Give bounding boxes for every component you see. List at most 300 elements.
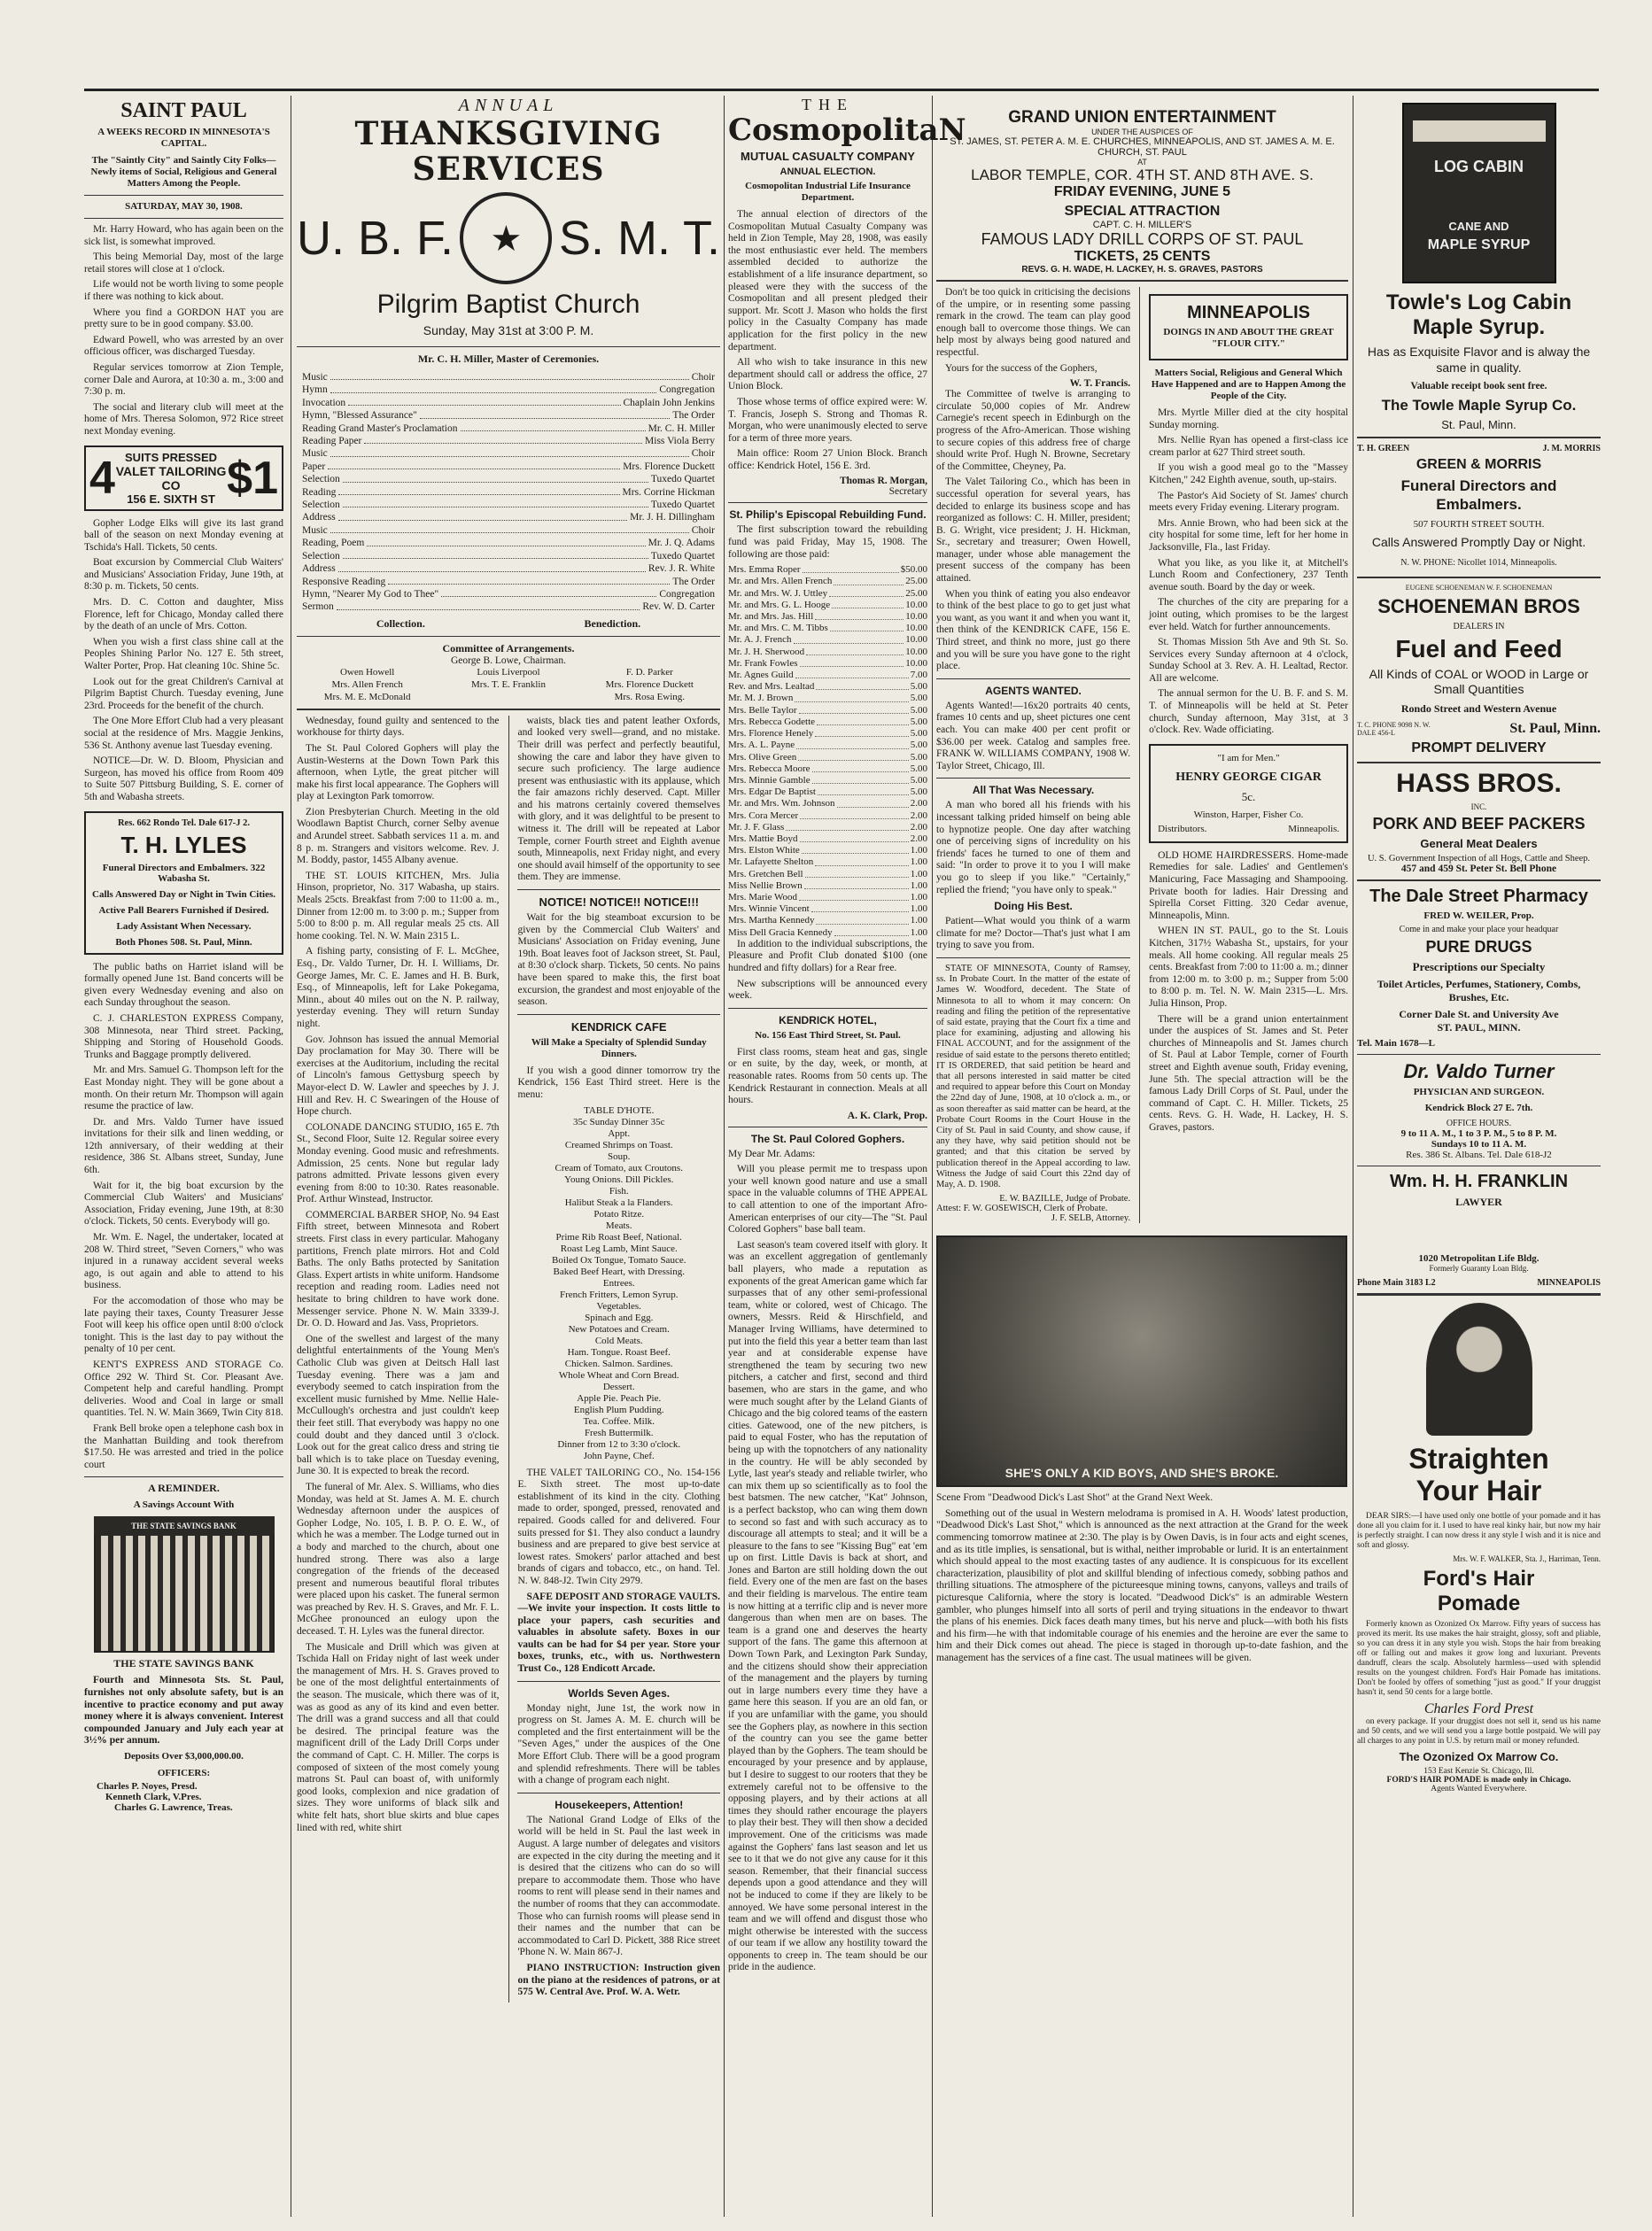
program-performer: Tuxedo Quartet — [650, 500, 715, 511]
gophers-heading: The St. Paul Colored Gophers. — [750, 1132, 905, 1145]
church-name: Pilgrim Baptist Church — [376, 290, 640, 319]
news-item: Mrs. Nellie Ryan has opened a first-class ice cream parlor at 627 Third street south. — [1149, 435, 1348, 458]
program-item: Music — [302, 524, 328, 536]
program-performer: Mrs. Corrine Hickman — [622, 486, 715, 498]
grand-union-line: ST. JAMES, ST. PETER A. M. E. CHURCHES, MINNEAPOLIS, AND ST. JAMES A. M. E. CHURCH, ST. PAUL — [950, 136, 1335, 158]
subscription-row — [728, 693, 927, 704]
subscriber-name: Mr. and Mrs. Allen French — [728, 576, 833, 587]
news-item: A fishing party, consisting of F. L. McGhee, Esq., Dr. Valdo Turner, Dr. H. I. Williams, Dr. George James, Mr. C. E. James and H. B. Burk, Esq., of Minneapolis, left for Lake Pokegama, Minn., about 40 miles out on the N. P. railway, yesterday evening. They will return Sunday night. — [297, 946, 500, 1029]
reminder-heading: A REMINDER. — [148, 1482, 220, 1495]
news-item: Those whose terms of office expired were: W. T. Francis, Joseph S. Strong and Thomas R. Morgan, who were unanimously elected to serve for a term of three more years. — [728, 396, 927, 444]
tin-label: CANE AND — [1448, 220, 1509, 233]
rebuilding-fund-heading: St. Philip's Episcopal Rebuilding Fund. — [729, 508, 927, 522]
master-of-ceremonies: Mr. C. H. Miller, Master of Ceremonies. — [417, 352, 600, 365]
program-row — [302, 473, 715, 485]
menu-line: Whole Wheat and Corn Bread. — [558, 1369, 679, 1381]
bank-officers-heading: OFFICERS: — [157, 1767, 211, 1778]
subscription-row — [728, 822, 927, 833]
subscription-amount: 10.00 — [905, 657, 927, 669]
committee-member — [438, 691, 578, 703]
subscriber-name: Miss Dell Gracia Kennedy — [728, 926, 833, 938]
column-grand-union — [936, 96, 1348, 2217]
hass-packers: PORK AND BEEF PACKERS — [1372, 815, 1586, 833]
column-thanksgiving — [297, 96, 720, 2217]
schoeneman-copy: All Kinds of COAL or WOOD in Large or Small Quantities — [1369, 667, 1589, 696]
bank-officer: Kenneth Clark, V.Pres. — [105, 1791, 202, 1802]
bank-name: THE STATE SAVINGS BANK — [113, 1657, 254, 1670]
news-item: This being Memorial Day, most of the large retail stores will close at 1 o'clock. — [84, 252, 283, 275]
ford-signature: Charles Ford Prest — [1423, 1701, 1534, 1716]
grand-union-line: UNDER THE AUSPICES OF — [1091, 128, 1193, 136]
subscription-row — [728, 670, 927, 681]
program-performer: The Order — [672, 410, 715, 422]
saint-paul-deck: The "Saintly City" and Saintly City Folks—Newly items of Social, Religious and General Matters Among the People. — [90, 155, 277, 189]
subscriber-name: Mrs. Marie Wood — [728, 891, 798, 902]
collection-label: Collection. — [376, 616, 425, 630]
news-item: The Musicale and Drill which was given at Tschida Hall on Friday night of last week under the management of Mrs. H. S. Graves proved to be one of the most delightful entertainments of the season. The musicale, which there was of it, was as good as any of its kind and even better. The drill was a grand success and all that could be desired. The principal feature was the magnificent drill of the Lady Drill Corps under the command of Capt. C. H. Miller. The corps is composed of sixteen of the most comely young matrons St. Paul can boast of, with uniformly good looks, complexion and nice gradation of sizes. They wore uniforms of black silk and white felt hats, short blue skirts and blue capes lined with red, white shirt — [297, 1641, 500, 1833]
subscription-amount: $50.00 — [900, 564, 927, 576]
subscription-amount: 2.00 — [910, 798, 927, 810]
program-item: Reading Grand Master's Proclamation — [302, 422, 458, 434]
subscription-row — [728, 880, 927, 892]
necessary-heading: All That Was Necessary. — [972, 784, 1095, 797]
program-performer: Miss Viola Berry — [645, 436, 715, 447]
news-item: Mr. Wm. E. Nagel, the undertaker, located at 208 W. Third street, "Seven Corners," who was injured in a runaway accident several weeks ago, is out again and able to attend to his business. — [84, 1232, 283, 1291]
program-row — [302, 537, 715, 549]
menu-line: Chicken. Salmon. Sardines. — [564, 1358, 673, 1369]
service-time: Sunday, May 31st at 3:00 P. M. — [423, 323, 594, 337]
housekeepers-heading: Housekeepers, Attention! — [555, 1798, 684, 1811]
green-morris-heading: GREEN & MORRIS — [1415, 457, 1542, 472]
lyles-phone: Res. 662 Rondo Tel. Dale 617-J 2. — [117, 817, 251, 828]
green-morris-calls: Calls Answered Promptly Day or Night. — [1371, 535, 1586, 549]
scene-text: Something out of the usual in Western melodrama is promised in A. H. Woods' latest production, "Deadwood Dick's Last Shot," which is announced as the next attraction at the Grand for the week commencing tomorrow matinee at 2:30. The play is by Owen Davis, is in four acts and eight scenes, and as its title implies, is sensational, but is withal, neither improbable or lurid. It is an entertainment which should appeal to the most exacting tastes of any audience. It is conspicuous for its excellent characterization, plausibility of plot and skillful blending of infectious comedy, sobbing pathos and thrilling situations. The atmosphere of the pictureesque mining towns, canyons, valleys and trails of picturesque California, where the story is located. "Deadwood Dick's" is an admirable Western gambler, who plunges himself into all sorts of peril and trying situations in the endeavor to thwart the plans of his enemies. Dick faces death many times, but his nerve and pluck—with both his fists and his firm—he with that indomitable courage of his enemies and the heroine are ever the same to him and their Dick comes out ahead. The piece is staged in thorough up-to-date fashion, and the management has the services of a fine cast. The usual matinees will be given. — [936, 1507, 1348, 1663]
hass-heading: HASS BROS. — [1396, 769, 1562, 798]
turner-residence: Res. 386 St. Albans. Tel. Dale 618-J2 — [1406, 1150, 1552, 1160]
program-performer: Mr. J. H. Dillingham — [630, 512, 715, 523]
program-row — [302, 435, 715, 447]
green-morris-phone: N. W. PHONE: Nicollet 1014, Minneapolis. — [1400, 558, 1557, 568]
program-item: Reading — [302, 486, 337, 498]
program-row — [302, 461, 715, 473]
cafe-subhead: Will Make a Specialty of Splendid Sunday Dinners. — [531, 1036, 707, 1059]
news-item: Mrs. D. C. Cotton and daughter, Miss Florence, left for Chicago, Monday called there by the death of an uncle of Mrs. Cotton. — [84, 597, 283, 632]
program-list — [297, 371, 720, 614]
cafe-menu — [517, 1105, 720, 1462]
local-notes — [84, 224, 283, 438]
franklin-city: MINNEAPOLIS — [1537, 1278, 1601, 1288]
tin-label: LOG CABIN — [1434, 158, 1524, 175]
column-cosmopolitan — [728, 96, 966, 2217]
bank-officer: Charles G. Lawrence, Treas. — [114, 1801, 233, 1813]
notice-heading: NOTICE! NOTICE!! NOTICE!!! — [539, 895, 700, 910]
program-item: Hymn, "Blessed Assurance" — [302, 410, 417, 422]
menu-line: Baked Beef Heart, with Dressing. — [553, 1266, 685, 1277]
program-row — [302, 383, 715, 396]
program-item: Music — [302, 372, 328, 383]
lyles-funeral-ad — [84, 811, 283, 955]
benediction-label: Benediction. — [584, 616, 641, 630]
subscription-amount: 1.00 — [910, 926, 927, 938]
morris-name: J. M. MORRIS — [1542, 444, 1601, 453]
cosmopolitan-the: THE — [802, 96, 854, 113]
subscriber-name: Mrs. Martha Kennedy — [728, 915, 815, 926]
subscription-amount: 5.00 — [910, 763, 927, 774]
agents-text: Agents Wanted!—16x20 portraits 40 cents, frames 10 cents and up, sheet pictures one cent each. You can make 400 per cent profit or $36.00 per week. Catalog and samples free. FRANK W. WILLIAMS COMPANY, 1908 W. Taylor Street, Chicago, Ill. — [936, 700, 1131, 771]
menu-line: Soup. — [608, 1150, 631, 1162]
program-performer: Mr. C. H. Miller — [648, 422, 715, 434]
green-name: T. H. GREEN — [1357, 444, 1410, 453]
subscriber-name: Mr. and Mrs. G. L. Hooge — [728, 599, 831, 610]
ford-address: 153 East Kenzie St. Chicago, Ill. — [1423, 1767, 1534, 1776]
news-item: Edward Powell, who was arrested by an over officious officer, was discharged Tuesday. — [84, 334, 283, 358]
ages-heading: Worlds Seven Ages. — [568, 1686, 671, 1700]
program-row — [302, 588, 715, 600]
green-morris-address: 507 FOURTH STREET SOUTH. — [1413, 519, 1545, 530]
subscription-amount: 25.00 — [905, 587, 927, 599]
subscriber-name: Mrs. Emma Roper — [728, 564, 801, 576]
committee-member: Mrs. Florence Duckett — [605, 678, 694, 690]
lyles-line: Both Phones 508. St. Paul, Minn. — [115, 936, 252, 948]
deadwood-dick-photo — [936, 1236, 1347, 1487]
menu-line: Vegetables. — [596, 1300, 641, 1312]
news-item: Regular services tomorrow at Zion Temple, corner Dale and Aurora, at 10:30 a. m., 3:00 and 7:30 p. m. — [84, 361, 283, 398]
dale-phone: Tel. Main 1678—L — [1357, 1038, 1435, 1049]
suit-ad-line: VALET TAILORING CO — [115, 463, 227, 492]
lyles-line: Calls Answered Day or Night in Twin Cities. — [92, 888, 275, 900]
program-item: Reading, Poem — [302, 538, 365, 549]
news-item: One of the swellest and largest of the many delightful entertainments of the Young Men's Catholic Club was given at Deitsch Hall last Tuesday evening. There was a jam and everybody seemed to catch inspiration from the excellent music furnished by Mme. Nellie Hale-McCullough's orchestra and just couldn't keep their feet still. That everybody was happy no one could doubt and they danced until 3 o'clock. Look out for the great calico dress and string tie ball which is to take place on Tuesday evening, June 30. It is expected to break the record. — [297, 1333, 500, 1477]
subscription-row — [728, 634, 927, 646]
subscriber-name: Mrs. Winnie Vincent — [728, 903, 810, 915]
program-row — [302, 397, 715, 409]
column-4-right — [1149, 287, 1348, 1223]
program-row — [302, 576, 715, 588]
subscriber-name: Mr. and Mrs. Jas. Hill — [728, 611, 814, 623]
program-performer: Mr. J. Q. Adams — [648, 538, 715, 549]
subscriber-name: Mr. A. J. French — [728, 634, 792, 646]
straighten-heading: Straighten — [1408, 1443, 1549, 1475]
program-performer: Choir — [691, 372, 715, 383]
best-text: Patient—What would you think of a warm climate for me? Doctor—That's just what I am trying to save you from. — [936, 916, 1131, 951]
committee-member: Mrs. Allen French — [331, 678, 403, 690]
menu-line: Prime Rib Roast Beef, National. — [555, 1231, 682, 1243]
hotel-heading: KENDRICK HOTEL, — [779, 1013, 877, 1026]
program-performer: Rev. W. D. Carter — [642, 601, 715, 613]
program-item: Sermon — [302, 601, 334, 613]
valet-notice: THE VALET TAILORING CO., No. 154-156 E. Sixth street. The most up-to-date establishment of its kind in the city. Clothing made to order, sponged, pressed, renovated and repaired. Goods called for and delivered. Four suits pressed for $1. They also conduct a laundry business and are prepared to give best service at lowest rates. Smokers' parlor attached and best brands of cigars and tobacco, etc., on hand. Tel. N. W. 848-J2. Twin City 2979. — [517, 1467, 720, 1586]
subscription-row — [728, 564, 927, 576]
ford-made: FORD'S HAIR POMADE is made only in Chicago. — [1386, 1776, 1571, 1785]
cigar-ad — [1149, 744, 1348, 843]
program-row — [302, 422, 715, 435]
subscription-row — [728, 892, 927, 903]
news-item: Yours for the success of the Gophers, — [945, 362, 1097, 374]
program-item: Selection — [302, 500, 340, 511]
suit-count: 4 — [89, 452, 115, 504]
committee-members — [297, 666, 720, 703]
subscription-amount: 2.00 — [910, 821, 927, 833]
subscription-amount: 1.00 — [910, 915, 927, 926]
news-item: Look out for the great Children's Carnival at Pilgrim Baptist Church. Tuesday evening, June 23rd. Proceeds for the benefit of the church. — [84, 676, 283, 711]
subscriber-name: Mr. and Mrs. C. M. Tibbs — [728, 623, 828, 634]
gophers-salutation: My Dear Mr. Adams: — [728, 1148, 816, 1159]
news-item: The One More Effort Club had a very pleasant social at the residence of Mrs. Maggie Jenkins, 536 St. Anthony avenue last Tuesday evening. — [84, 716, 283, 751]
news-item: The public baths on Harriet island will be formally opened June 1st. Band concerts will be given every Wednesday evening and also on each Sunday throughout the season. — [84, 961, 283, 1009]
menu-line: Roast Leg Lamb, Mint Sauce. — [560, 1243, 678, 1254]
news-item: The annual sermon for the U. B. F. and S. M. T. of Minneapolis will be held at St. Peter church, Sunday afternoon, May 31st, at 3 o'clock. Rev. Wade officiating. — [1149, 688, 1348, 736]
local-notes-3 — [84, 962, 283, 1472]
news-item: The annual election of directors of the Cosmopolitan Mutual Casualty Company was held in Zion Temple, May 28, 1908, was easily the most enthusiastic ever held. The members assembled decided to authorize the establishment of a life insurance department, so pleased were they with the success of the Cosmopolitan and all present pledged their support. Mr. Scott J. Mason who holds the first policy in the Casualty Company has made application for the first policy in the new department. — [728, 209, 927, 352]
news-item: C. J. CHARLESTON EXPRESS Company, 308 Minnesota, near Third street. Packing, Shipping and Storing of Household Goods. Trunks and Baggage promptly delivered. — [84, 1012, 283, 1060]
subscription-row — [728, 728, 927, 740]
subscription-amount: 1.00 — [910, 891, 927, 902]
department-heading: Cosmopolitan Industrial Life Insurance Department. — [745, 181, 911, 203]
news-item: Wednesday, found guilty and sentenced to the workhouse for thirty days. — [297, 715, 500, 739]
cafe-heading: KENDRICK CAFE — [570, 1019, 667, 1034]
subscription-amount: 10.00 — [905, 611, 927, 623]
program-performer: Tuxedo Quartet — [650, 474, 715, 485]
franklin-phone: Phone Main 3183 L2 — [1357, 1278, 1436, 1288]
turner-heading: Dr. Valdo Turner — [1403, 1060, 1555, 1082]
grand-union-line: CAPT. C. H. MILLER'S — [1092, 220, 1192, 230]
franklin-former: Formerly Guaranty Loan Bldg. — [1429, 1264, 1529, 1273]
program-performer: Congregation — [659, 384, 715, 396]
bank-copy: Fourth and Minnesota Sts. St. Paul, furnishes not only absolute safety, but is an incentive to practice economy and put away money where it is always convenient. Interest compounded January and July each year at 3½% per annum. — [84, 1675, 283, 1747]
menu-line: Creamed Shrimps on Toast. — [564, 1139, 673, 1150]
committee-member: Mrs. T. E. Franklin — [471, 678, 546, 690]
grand-union-attraction: FAMOUS LADY DRILL CORPS OF ST. PAUL — [981, 230, 1304, 248]
news-item: The Valet Tailoring Co., which has been in successful operation for several years, has decided to enlarge its business scope and has reorganized as follows: C. H. Miller, president; B. G. Wright, vice president; J. H. Hickman, Sr., secretary and treasurer; Owen Howell, manager, under whose able management the present success of the company has been attained. — [936, 476, 1131, 585]
subscription-row — [728, 763, 927, 775]
committee-member: F. D. Parker — [625, 666, 673, 678]
menu-line: Halibut Steak a la Flanders. — [564, 1197, 673, 1208]
subscriber-name: Mr. Frank Fowles — [728, 657, 798, 669]
news-item: Will you please permit me to trespass upon your well known good nature and use a small space in the valuable columns of THE APPEAL to call attention to one of the important Afro-American enterprises of our city—The "St. Paul Colored Gophers" base ball team. — [728, 1164, 927, 1236]
schoeneman-city: St. Paul, Minn. — [1509, 721, 1601, 736]
program-item: Invocation — [302, 397, 346, 408]
subscriber-name: Mr. and Mrs. Wm. Johnson — [728, 798, 835, 810]
franklin-office: 1020 Metropolitan Life Bldg. — [1418, 1253, 1540, 1264]
probate-notice: STATE OF MINNESOTA, County of Ramsey, ss. In Probate Court. In the matter of the estate of James W. Woodford, decedent. The State of Minnesota to all to whom it may concern: On reading and filing the petition of the representative of said estate, praying that the Court fix a time and place for examining, adjusting and allowing his FINAL ACCOUNT, and for the assignment of the residue of said estate to the persons thereto entitled; IT IS ORDERED, that said petition be heard and that all persons interested in said matter be cited and required to appear before this Court on Monday the 22nd day of June, 1908, at 10 o'clock a. m., or as soon thereafter as said matter can be heard, at the Probate Court Rooms in the Court House in the City of St. Paul in said County, and show cause, if any they have, why said petition should not be granted; and that this citation be served by publication thereof in the Appeal according to law. Witness the Judge of said Court this 22nd day of May, A. D. 1908. — [936, 963, 1131, 1189]
lyles-line: Funeral Directors and Embalmers. 322 Wabasha St. — [102, 862, 266, 884]
subscription-amount: 5.00 — [910, 716, 927, 727]
menu-line: Cream of Tomato, aux Croutons. — [555, 1162, 683, 1174]
hotel-text: First class rooms, steam heat and gas, single or en suite, by the day, week, or month, at reasonable rates. Rooms from 50 cents up. The Kendrick Restaurant in connection. Meals at all hours. — [728, 1046, 927, 1106]
news-item: All who wish to take insurance in this new department should call or address the office, 27 Union Block. — [728, 357, 927, 392]
grand-union-date: FRIDAY EVENING, JUNE 5 — [1053, 184, 1231, 199]
cosmopolitan-title: CosmopolitaN — [728, 112, 966, 148]
testimonial-signature: Mrs. W. F. WALKER, Sta. J., Harriman, Tenn. — [1453, 1554, 1601, 1563]
rebuilding-fund-intro: The first subscription toward the rebuilding fund was paid Friday, May 15, 1908. The following are those paid: — [728, 524, 927, 560]
grand-union-pastors: REVS. G. H. WADE, H. LACKEY, H. S. GRAVES, PASTORS — [1021, 265, 1263, 275]
hass-inc: INC. — [1470, 802, 1487, 811]
program-row — [302, 562, 715, 575]
franklin-title: LAWYER — [1455, 1196, 1502, 1208]
subscription-row — [728, 681, 927, 693]
subscription-row — [728, 856, 927, 868]
ubf-lettering: U. B. F. — [297, 212, 454, 265]
subscription-row — [728, 647, 927, 658]
menu-line: Tea. Coffee. Milk. — [583, 1415, 655, 1427]
menu-line: John Payne, Chef. — [583, 1450, 655, 1461]
agents-heading: AGENTS WANTED. — [985, 684, 1082, 697]
news-item: Mr. and Mrs. Samuel G. Thompson left for the East Monday night. They will be gone about a month. On their return Mr. Thompson will again resume the practice of law. — [84, 1065, 283, 1112]
subscription-amount: 5.00 — [910, 740, 927, 751]
menu-line: Dessert. — [602, 1381, 635, 1392]
subscriber-name: Mrs. Elston White — [728, 845, 800, 856]
subscriber-name: Mrs. Rebecca Moore — [728, 763, 810, 774]
program-item: Reading Paper — [302, 436, 362, 447]
best-heading: Doing His Best. — [994, 900, 1073, 913]
subscription-row — [728, 915, 927, 926]
lyles-line: Lady Assistant When Necessary. — [116, 920, 252, 932]
testimonial: DEAR SIRS:—I have used only one bottle of your pomade and it has done all you claim for it. I used to have real kinky hair, but now my hair is perfectly straight. I can now dress it any style I wish and it is nice and soft and glossy. — [1357, 1512, 1601, 1550]
subscription-amount: 1.00 — [910, 856, 927, 868]
subscription-amount: 25.00 — [905, 576, 927, 587]
news-item: Main office: Room 27 Union Block. Branch office: Kendrick Hotel, 156 E. 3rd. — [728, 448, 927, 471]
column-2-right — [517, 716, 720, 2002]
hass-meat: General Meat Dealers — [1420, 837, 1538, 850]
minneapolis-deck: Matters Social, Religious and General Which Have Happened and are to Happen Among the People of the City. — [1151, 368, 1346, 401]
schoeneman-address: Rondo Street and Western Avenue — [1400, 702, 1557, 715]
program-item: Responsive Reading — [302, 576, 386, 587]
news-item: Boat excursion by Commercial Club Waiters' and Musicians' Association Friday, June 19th, at 8:30 p. m. Tickets, 50 cents. — [84, 557, 283, 593]
grand-union-line: SPECIAL ATTRACTION — [1064, 204, 1221, 219]
program-item: Music — [302, 448, 328, 460]
news-item: Last season's team covered itself with glory. It was an excellent aggregation of gentlemanly ball players, who made a reputation as exponents of the great American game which far surpasses that of any other semi-professional team, white or colored, west of Chicago. The owners, Messrs. Reid & Hirschfield, and Manager Irving Williams, have determined to put into the field this year a better team than last year and at considerable expense have strengthened the team by securing two new pitchers, a catcher and first, second and third basemen, who are stars in the game, and who were much sought after by the Leland Giants of Chicago and the big colored teams of the eastern cities. Gatewood, one of the new pitchers, is paid to equal Foster, who has the reputation of being up with the topnotchers of any nationality in the country. He will be ably seconded by Lytle, last year's steady and reliable twirler, who can mix them up so scientifically as to fool the best batsmen. The new catcher, "Kat" Johnson, is a perfect backstop, who can wing them down to second so fast and with such accuracy as to discourage all attempts to steal; and it will be a pleasure to the fans to see "Kissing Bug" eat 'em up on first. Little Davis is back at short, and Jones and Barton are still holding down the out field. Every one of the men are fast on the bases and their fielding is marvelous. The entire team is now hitting at a terrific clip and is never more dangerous than when men are on bases. The team is a grand one and deserves the hearty support of the fans. The game this afternoon at Down Town Park, and Lexington Park Sunday, and the citizens should show their appreciation of the management and the players by turning out in large numbers every time they have a game here this season. If you are an old fan, or if you are unfamiliar with the game, you should see the Gophers play, as nowhere in this section of the country can you see the game better played than by the Gophers. The team should be encouraged by your presence and by applause, but I desire to suggest to our rooters that they be extremely careful not to be offensive to the opposing players, and by their actions at all times they should rather encourage the players to play their best. They will then show a decided improvement. One of the criticisms was made against the Gophers' fans last season and let us see to it that we do not give any cause for it this season. Remember, that their financial success depends upon a good attendance and they will not be induced to come if they are likely to be annoyed. We have some personal interest in the team and we will offend and disgust those who might otherwise be interested with the success of our team if we allow any hostility toward the opponents to creep in. The team should be our pride in the audience. — [728, 1239, 927, 1973]
news-item: Wait for it, the big boat excursion by the Commercial Club Waiters' and Musicians' Association, Friday evening, June 19th, at 8:30 o'clock. Tickets, 50 cents. Everybody will go. — [84, 1180, 283, 1228]
subscription-amount: 10.00 — [905, 634, 927, 646]
tin-label: MAPLE SYRUP — [1427, 237, 1531, 252]
minneapolis-subhead: DOINGS IN AND ABOUT THE GREAT "FLOUR CITY." — [1163, 327, 1334, 349]
ages-text: Monday night, June 1st, the work now in progress on St. James A. M. E. church will be completed and the first entertainment will be the "Seven Ages," under the auspices of the One More Effort Club. There will be a good program and splendid refreshments. There will be tables with a change of program each night. — [517, 1702, 720, 1786]
program-item: Hymn — [302, 384, 328, 396]
news-item: There will be a grand union entertainment under the auspices of St. James and St. Peter churches of Minneapolis and St. James church of St. Paul at Labor Temple, corner of Fourth street and Eighth avenue south, Friday evening, June 5th. The special attraction will be the famous Lady Drill Corps of St. Paul, under the command of Capt. C. H. Miller. Tickets, 25 cents. Revs. G. H. Wade, H. Lackey, H. S. Graves, pastors. — [1149, 1013, 1348, 1133]
subscription-amount: 2.00 — [910, 833, 927, 844]
subscription-row — [728, 600, 927, 611]
subscriber-name: Mrs. Mattie Boyd — [728, 833, 798, 844]
subscriber-name: Mr. and Mrs. W. J. Uttley — [728, 587, 828, 599]
probate-judge: E. W. BAZILLE, Judge of Probate. — [999, 1194, 1131, 1205]
lyles-name: T. H. LYLES — [120, 831, 247, 858]
column-rule — [724, 96, 725, 2217]
suit-price: $1 — [227, 452, 278, 504]
subscription-row — [728, 775, 927, 786]
program-performer: Rev. J. R. White — [648, 563, 715, 575]
bank-deposits: Deposits Over $3,000,000.00. — [124, 1750, 244, 1762]
lodge-seal-icon: ★ — [460, 192, 552, 284]
annual-label: ANNUAL — [458, 96, 559, 115]
cigar-price: 5c. — [1241, 789, 1256, 803]
turner-hours-heading: OFFICE HOURS. — [1446, 1119, 1512, 1128]
news-item: Dr. and Mrs. Valdo Turner have issued invitations for their silk and linen wedding, or 12th anniversary, of their wedding at their residence, 386 St. Albans street, Sunday, June 6th. — [84, 1116, 283, 1176]
cosmopolitan-company: MUTUAL CASUALTY COMPANY — [741, 150, 915, 163]
schoeneman-owners: EUGENE SCHOENEMAN W. F. SCHOENEMAN — [1405, 584, 1553, 592]
program-row — [302, 486, 715, 499]
subscriber-name: Rev. and Mrs. Lealtad — [728, 681, 815, 693]
news-item: The churches of the city are preparing for a joint outing, which promises to be the largest ever held. Watch for further announcements. — [1149, 597, 1348, 632]
menu-line: Fresh Buttermilk. — [584, 1427, 654, 1438]
cigar-brand: HENRY GEORGE CIGAR — [1175, 770, 1322, 784]
news-item: When you think of eating you also endeavor to think of the best place to go to get just what you want, as you want it and when you want it, then think of the KENDRICK CAFE, 156 E. Third street, and think no more, just go there and you will be sure you have gone to the right place. — [936, 588, 1131, 672]
subscriber-name: Mrs. Florence Henely — [728, 728, 814, 740]
photo-caption: SHE'S ONLY A KID BOYS, AND SHE'S BROKE. — [1004, 1466, 1279, 1481]
subscriber-name: Mrs. Belle Taylor — [728, 704, 797, 716]
news-item: KENT'S EXPRESS AND STORAGE Co. Office 292 W. Third St. Cor. Pleasant Ave. Competent help and careful handling. Prompt deliveries. Wood and Coal in large or small quantities. Tel. N. W. Main 3669, Twin City 818. — [84, 1359, 283, 1419]
dale-pure-drugs: PURE DRUGS — [1425, 938, 1532, 956]
cigar-city: Minneapolis. — [1288, 823, 1339, 834]
piano-notice: PIANO INSTRUCTION: Instruction given on the piano at the residences of patrons, or at 575 W. Central Ave. Prof. W. A. Wetr. — [517, 1962, 720, 1998]
subscription-amount: 5.00 — [910, 728, 927, 740]
turner-title: PHYSICIAN AND SURGEON. — [1413, 1087, 1545, 1097]
subscription-amount: 5.00 — [910, 704, 927, 716]
subscriber-name: Mrs. A. L. Payne — [728, 740, 795, 751]
hotel-address: No. 156 East Third Street, St. Paul. — [755, 1029, 901, 1041]
menu-line: TABLE D'HOTE. — [584, 1104, 655, 1116]
subscription-row — [728, 845, 927, 856]
news-item: If you wish a good meal go to the "Massey Kitchen," 242 Eighth avenue, south, up-stairs. — [1149, 462, 1348, 485]
probate-attest: Attest: F. W. GOSEWISCH, Clerk of Probate. — [936, 1204, 1108, 1214]
housekeepers-text: The National Grand Lodge of Elks of the world will be held in St. Paul the last week in August. A large number of delegates and visitors are expected in the city during the meeting and it is desired that the citizens who can do so will prepare to accommodate them. Those who have rooms to rent will please send in their names and the number of rooms that they can accommodate. Those who can furnish rooms will please send in their names and the number that can be accommodated to Carl D. Pickett, 388 Rice street 'Phone N. W. Main 867-J. — [517, 1814, 720, 1958]
subscriber-name: Mrs. Edgar De Baptist — [728, 786, 816, 798]
program-performer: Congregation — [659, 588, 715, 600]
scene-caption: Scene From "Deadwood Dick's Last Shot" at the Grand Next Week. — [936, 1492, 1214, 1504]
bank-building-illustration — [94, 1516, 275, 1653]
subscription-amount: 5.00 — [910, 786, 927, 798]
annual-election-heading: ANNUAL ELECTION. — [779, 167, 876, 177]
committee-member: Louis Liverpool — [477, 666, 540, 678]
subscription-row — [728, 786, 927, 798]
news-item: Where you find a GORDON HAT you are pretty sure to be in good company. $3.00. — [84, 306, 283, 330]
cigar-distributors-label: Distributors. — [1158, 823, 1207, 834]
subscription-amount: 1.00 — [910, 903, 927, 915]
program-performer: The Order — [672, 576, 715, 587]
dale-pharmacy-prop: FRED W. WEILER, Prop. — [1423, 910, 1534, 921]
news-item: St. Thomas Mission 5th Ave and 9th St. So. Services every Sunday afternoon at 4 o'clock, Sunday School at 3. Rev. A. H. Lealtad, Rector. All are welcome. — [1149, 637, 1348, 684]
towle-company: The Towle Maple Syrup Co. — [1381, 397, 1577, 414]
program-performer: Chaplain John Jenkins — [623, 397, 715, 408]
subscriber-name: Miss Nellie Brown — [728, 879, 803, 891]
hass-address: 457 and 459 St. Peter St. Bell Phone — [1400, 864, 1557, 874]
news-item: The St. Paul Colored Gophers will play the Austin-Westerns at the Down Town Park this afternoon, when Lytle, the great pitcher will make his first local appearance. The Gophers will play at Lexington Park tomorrow. — [297, 742, 500, 802]
ford-agents: Agents Wanted Everywhere. — [1431, 1785, 1527, 1793]
cosmopolitan-title-sig: Secretary — [888, 486, 927, 498]
subscription-amount: 5.00 — [910, 751, 927, 763]
news-item: WHEN IN ST. PAUL, go to the St. Louis Kitchen, 317½ Wabasha St., upstairs, for your meals. All home cooking. All regular meals 25 cents. Breakfast from 7:00 to 11:00 a. m.; dinner from 12:00 m. to 3:00 p. m.; Supper from 5:00 to 8:00 p. m. Tel. N. W. Main 2315—L. Mrs. Julia Hinson, Prop. — [1149, 926, 1348, 1009]
schoeneman-phones: T. C. PHONE 9098 N. W. DALE 456-L — [1357, 721, 1431, 737]
committee-member: Mrs. Rosa Ewing. — [614, 691, 686, 702]
program-item: Hymn, "Nearer My God to Thee" — [302, 588, 439, 600]
menu-line: Apple Pie. Peach Pie. — [577, 1392, 662, 1404]
news-item: waists, black ties and patent leather Oxfords, and looked very swell—grand, and no mistake. Their drill was perfect and perfectly beautiful, showing the care and labor they have given to secure such proficiency. The large audience present was enthusiastic with its applause, which the fair amazons richly deserved. Capt. Miller and his matrons certainly covered themselves with glory, and it was delightful to be present to witness it. The drill will be repeated at Labor Temple, corner Fourth street and Eighth avenue south, Minneapolis, next Friday night, and every one should avail himself of the opportunity to see them. They are immense. — [517, 715, 720, 883]
subscription-amount: 10.00 — [905, 599, 927, 610]
necessary-text: A man who bored all his friends with his incessant talking prided himself on being able to hypnotize people. One day after watching one of perceiving signs of incredulity on his friends' faces he turned to one of them and said: "In order to prove it to you I will make you go to sleep if you like." "Certainly," replied the friend; "you have only to speak." — [936, 800, 1131, 895]
subscription-amount: 10.00 — [905, 646, 927, 657]
news-item: OLD HOME HAIRDRESSERS. Home-made Remedies for sale. Ladies' and Gentlemen's Manicuring, Face Massaging and Shampooing. Private booth for ladies. Hair Dressing and Spirella Corset Fitting. 320 Cedar avenue, Minneapolis, Minn. — [1149, 849, 1348, 921]
local-notes-2 — [84, 518, 283, 804]
news-item: Gopher Lodge Elks will give its last grand ball of the season on next Monday evening at Tschida's Hall. Tickets, 50 cents. — [84, 517, 283, 553]
log-cabin-syrup-tin-illustration — [1402, 103, 1556, 283]
subscription-row — [728, 903, 927, 915]
subscriber-name: Mr. Agnes Guild — [728, 670, 794, 681]
cafe-intro: If you wish a good dinner tomorrow try the Kendrick, 156 East Third street. Here is the menu: — [517, 1065, 720, 1100]
menu-line: Boiled Ox Tongue, Tomato Sauce. — [552, 1254, 686, 1266]
dale-city: ST. PAUL, MINN. — [1437, 1021, 1521, 1034]
menu-line: New Potatoes and Cream. — [568, 1323, 670, 1335]
news-item: THE ST. LOUIS KITCHEN, Mrs. Julia Hinson, proprietor, No. 317 Wabasha, up stairs. Meals 25cts. Breakfast from 7:00 to 11:00 a. m., Dinner from 12:00 m. to 3:00 p. m.; Supper from 5:00 to 8:00 p. m. All regular meals 25 cts. All home cooking. Tel. N. W. Main 2315 L. — [297, 870, 500, 941]
menu-line: Potato Ritze. — [593, 1208, 645, 1220]
